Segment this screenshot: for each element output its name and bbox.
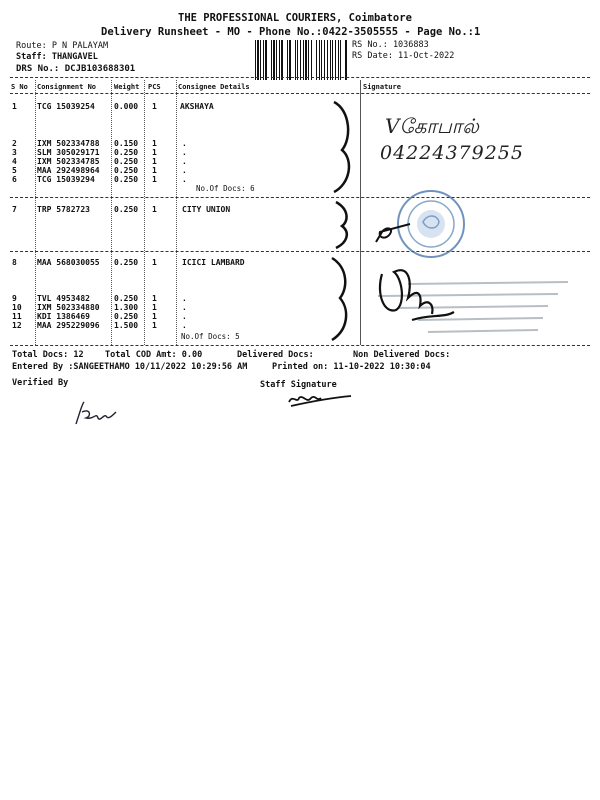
row-consignee: .: [182, 166, 187, 175]
row-consignee: CITY UNION: [182, 205, 231, 214]
row-consignee: .: [182, 321, 187, 330]
row-consignment: IXM 502334880: [37, 303, 100, 312]
col-divider: [111, 80, 112, 345]
row-sno: 12: [12, 321, 22, 330]
row-weight: 0.250: [114, 166, 139, 175]
row-consignee: ICICI LAMBARD: [182, 258, 245, 267]
row-pcs: 1: [152, 139, 157, 148]
row-consignee: .: [182, 148, 187, 157]
row-consignment: TVL 4953482: [37, 294, 90, 303]
company-title: THE PROFESSIONAL COURIERS, Coimbatore: [178, 12, 412, 24]
brace-mark: [332, 200, 356, 250]
row-sno: 3: [12, 148, 17, 157]
handwritten-phone: 04224379255: [380, 142, 524, 164]
row-consignment: MAA 292498964: [37, 166, 100, 175]
row-weight: 0.250: [114, 148, 139, 157]
row-consignee: .: [182, 294, 187, 303]
row-sno: 7: [12, 205, 17, 214]
row-consignment: TCG 15039254: [37, 102, 95, 111]
barcode-gaps: [255, 40, 347, 80]
col-divider: [144, 80, 145, 345]
staff-signature-label: Staff Signature: [260, 380, 337, 390]
col-divider: [360, 80, 361, 345]
row-sno: 1: [12, 102, 17, 111]
printed-on: Printed on: 11-10-2022 10:30:04: [272, 362, 431, 372]
docs-count-text: No.Of Docs: 6: [196, 184, 255, 193]
brace-mark: [328, 98, 358, 198]
col-consignee: Consignee Details: [178, 83, 250, 91]
row-weight: 0.000: [114, 102, 139, 111]
row-weight: 1.500: [114, 321, 139, 330]
staff-signature-mark: [285, 390, 355, 410]
row-pcs: 1: [152, 166, 157, 175]
row-consignment: TRP 5782723: [37, 205, 90, 214]
row-weight: 0.250: [114, 312, 139, 321]
col-weight: Weight: [114, 83, 140, 91]
row-consignee: .: [182, 303, 187, 312]
row-weight: 0.250: [114, 157, 139, 166]
row-sno: 5: [12, 166, 17, 175]
row-consignment: IXM 502334785: [37, 157, 100, 166]
row-pcs: 1: [152, 312, 157, 321]
delivered-docs: Delivered Docs:: [237, 350, 314, 360]
row-weight: 0.150: [114, 139, 139, 148]
row-consignment: TCG 15039294: [37, 175, 95, 184]
col-signature: Signature: [363, 83, 401, 91]
col-divider: [176, 80, 177, 345]
docs-count-text: No.Of Docs: 5: [181, 332, 240, 341]
row-weight: 0.250: [114, 258, 139, 267]
drs-number: DRS No.: DCJB103688301: [16, 64, 136, 74]
rs-number: RS No.: 1036883: [352, 40, 429, 50]
entered-by: Entered By :SANGEETHAMO 10/11/2022 10:29:56 AM: [12, 362, 248, 372]
row-sno: 9: [12, 294, 17, 303]
row-consignment: IXM 502334788: [37, 139, 100, 148]
brace-mark: [326, 254, 356, 344]
col-divider: [35, 80, 36, 345]
row-weight: 0.250: [114, 294, 139, 303]
row-sno: 2: [12, 139, 17, 148]
runsheet-title: Delivery Runsheet - MO - Phone No.:0422-3505555 - Page No.:1: [101, 26, 481, 38]
row-pcs: 1: [152, 303, 157, 312]
col-pcs: PCS: [148, 83, 161, 91]
row-pcs: 1: [152, 148, 157, 157]
row-sno: 8: [12, 258, 17, 267]
staff-label: Staff: THANGAVEL: [16, 52, 98, 62]
row-sno: 11: [12, 312, 22, 321]
total-cod: Total COD Amt: 0.00: [105, 350, 203, 360]
row-consignee: .: [182, 139, 187, 148]
non-delivered-docs: Non Delivered Docs:: [353, 350, 451, 360]
row-consignee: .: [182, 175, 187, 184]
row-consignment: MAA 295229096: [37, 321, 100, 330]
signature-mark: [372, 254, 462, 334]
handwritten-name: Vகோபால்: [385, 114, 479, 138]
row-pcs: 1: [152, 157, 157, 166]
col-sno: S No: [11, 83, 28, 91]
row-consignment: MAA 568030055: [37, 258, 100, 267]
group-rule: [10, 251, 590, 252]
row-weight: 0.250: [114, 205, 139, 214]
row-sno: 4: [12, 157, 17, 166]
table-header-rule: [10, 93, 590, 94]
group-rule: [10, 197, 590, 198]
verified-signature: [72, 398, 122, 428]
row-pcs: 1: [152, 175, 157, 184]
row-pcs: 1: [152, 321, 157, 330]
row-pcs: 1: [152, 294, 157, 303]
row-pcs: 1: [152, 102, 157, 111]
row-weight: 1.300: [114, 303, 139, 312]
row-consignee: AKSHAYA: [180, 102, 214, 111]
total-docs: Total Docs: 12: [12, 350, 84, 360]
verified-by-label: Verified By: [12, 378, 69, 388]
row-consignment: SLM 305029171: [37, 148, 100, 157]
col-consignment: Consignment No: [37, 83, 97, 91]
row-consignee: .: [182, 312, 187, 321]
row-consignment: KDI 1386469: [37, 312, 90, 321]
table-top-rule: [10, 77, 590, 78]
route-label: Route: P N PALAYAM: [16, 41, 109, 51]
row-weight: 0.250: [114, 175, 139, 184]
row-pcs: 1: [152, 258, 157, 267]
rs-date: RS Date: 11-Oct-2022: [352, 51, 455, 61]
signature-mark: [370, 220, 430, 250]
row-pcs: 1: [152, 205, 157, 214]
row-consignee: .: [182, 157, 187, 166]
row-sno: 10: [12, 303, 22, 312]
row-sno: 6: [12, 175, 17, 184]
